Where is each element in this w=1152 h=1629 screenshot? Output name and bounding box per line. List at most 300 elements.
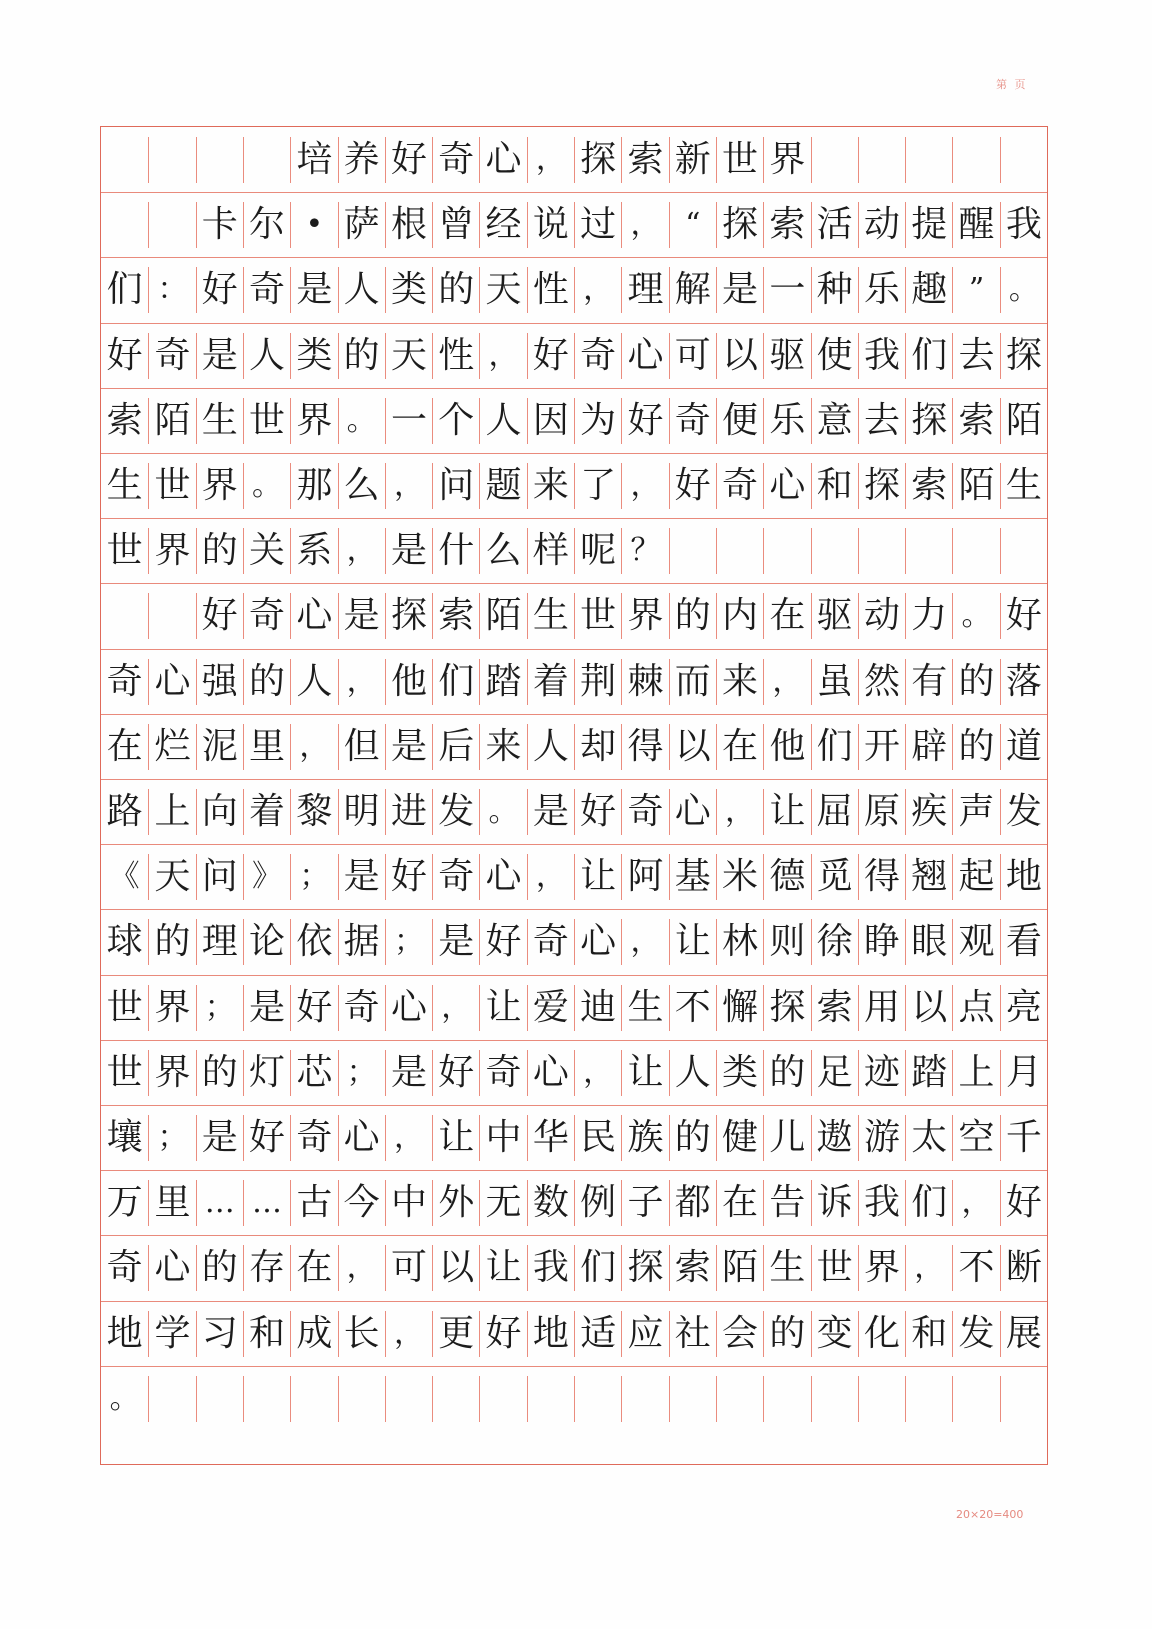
- grid-cell: 奇: [432, 137, 479, 183]
- grid-cell: 好: [574, 789, 621, 835]
- grid-cell: 《: [109, 859, 140, 895]
- grid-cell: 心: [479, 854, 526, 900]
- grid-cell: 探: [905, 398, 952, 444]
- grid-cell: 奇: [243, 593, 290, 639]
- grid-row: [101, 528, 1047, 574]
- grid-cell: 空: [952, 1115, 999, 1161]
- grid-cell: 在: [716, 1180, 763, 1226]
- grid-cell: 壤: [106, 1117, 143, 1158]
- grid-cell: 内: [716, 593, 763, 639]
- grid-cell: [1000, 137, 1047, 183]
- grid-cell: 什: [432, 528, 479, 574]
- grid-cell: 林: [716, 919, 763, 965]
- grid-cell: 问: [196, 854, 243, 900]
- grid-cell: 球: [106, 921, 143, 963]
- grid-cell: 索: [905, 463, 952, 509]
- grid-cell: [811, 137, 858, 183]
- grid-row: [101, 789, 1047, 835]
- grid-cell: 心: [669, 789, 716, 835]
- grid-cell: 世: [716, 137, 763, 183]
- grid-cell: 都: [669, 1180, 716, 1226]
- grid-cell: 根: [385, 202, 432, 248]
- grid-cell: 过: [574, 202, 621, 248]
- grid-cell: 是: [196, 333, 243, 379]
- grid-cell: 解: [669, 267, 716, 313]
- grid-cell: 应: [621, 1311, 668, 1357]
- grid-cell: [148, 1376, 195, 1422]
- page-number-mark: 第 页: [996, 78, 1028, 91]
- grid-cell: 着: [527, 659, 574, 705]
- grid-cell: 。: [1000, 267, 1047, 313]
- grid-cell: 心: [763, 463, 810, 509]
- grid-cell: 但: [338, 724, 385, 770]
- grid-cell: 关: [243, 528, 290, 574]
- grid-cell: 来: [716, 659, 763, 705]
- grid-cell: 太: [905, 1115, 952, 1161]
- grid-cell: 索: [811, 985, 858, 1031]
- grid-cell: 。: [479, 789, 526, 835]
- grid-cell: [290, 1376, 337, 1422]
- grid-cell: 世: [106, 530, 143, 572]
- grid-cell: 活: [811, 202, 858, 248]
- grid-cell: 在: [716, 724, 763, 770]
- grid-cell: [858, 1376, 905, 1422]
- grid-cell: 说: [527, 202, 574, 248]
- grid-cell: 据: [338, 919, 385, 965]
- grid-cell: [952, 1376, 999, 1422]
- grid-cell: ；: [385, 919, 432, 965]
- grid-cell: 新: [669, 137, 716, 183]
- grid-cell: 疾: [905, 789, 952, 835]
- grid-row: [101, 659, 1047, 705]
- grid-row: [101, 137, 1047, 183]
- grid-cell: 心: [290, 593, 337, 639]
- grid-cell: 展: [1000, 1311, 1047, 1357]
- grid-cell: 个: [432, 398, 479, 444]
- grid-cell: ，: [479, 333, 526, 379]
- grid-cell: 好: [669, 463, 716, 509]
- grid-cell: [574, 1376, 621, 1422]
- grid-cell: 让: [432, 1115, 479, 1161]
- grid-cell: 世: [106, 986, 143, 1028]
- grid-cell: ，: [338, 1245, 385, 1291]
- grid-cell: 曾: [432, 202, 479, 248]
- grid-cell: 心: [479, 137, 526, 183]
- grid-cell: ，: [574, 267, 621, 313]
- grid-cell: 里: [243, 724, 290, 770]
- grid-cell: 人: [527, 724, 574, 770]
- grid-cell: [669, 528, 716, 574]
- grid-cell: ，: [621, 202, 668, 248]
- grid-cell: 为: [574, 398, 621, 444]
- grid-cell: 世: [574, 593, 621, 639]
- grid-cell: 好: [1000, 1180, 1047, 1226]
- grid-cell: [952, 137, 999, 183]
- grid-cell: 题: [479, 463, 526, 509]
- grid-cell: 辟: [905, 724, 952, 770]
- grid-row: [101, 724, 1047, 770]
- grid-cell: 道: [1000, 724, 1047, 770]
- grid-cell: 不: [669, 985, 716, 1031]
- grid-cell: ，: [574, 1050, 621, 1096]
- grid-cell: ，: [621, 463, 668, 509]
- grid-cell: 让: [574, 854, 621, 900]
- grid-cell: [148, 202, 195, 248]
- grid-cell: 族: [621, 1115, 668, 1161]
- grid-cell: 奇: [527, 919, 574, 965]
- grid-cell: 以: [432, 1245, 479, 1291]
- grid-cell: 索: [952, 398, 999, 444]
- grid-cell: 奇: [148, 333, 195, 379]
- grid-cell: 我: [858, 333, 905, 379]
- grid-cell: 以: [905, 985, 952, 1031]
- grid-cell: 烂: [148, 724, 195, 770]
- grid-cell: 生: [527, 593, 574, 639]
- grid-row: [101, 1376, 1047, 1422]
- grid-cell: 无: [479, 1180, 526, 1226]
- grid-cell: 虽: [811, 659, 858, 705]
- grid-cell: 好: [106, 334, 143, 376]
- grid-cell: 告: [763, 1180, 810, 1226]
- grid-cell: ；: [148, 1115, 195, 1161]
- grid-cell: 他: [385, 659, 432, 705]
- grid-cell: 亮: [1000, 985, 1047, 1031]
- grid-cell: …: [196, 1180, 243, 1226]
- grid-cell: [243, 137, 290, 183]
- grid-cell: 可: [385, 1245, 432, 1291]
- grid-cell: 类: [385, 267, 432, 313]
- grid-cell: 好: [243, 1115, 290, 1161]
- grid-cell: 天: [479, 267, 526, 313]
- grid-cell: 会: [716, 1311, 763, 1357]
- grid-cell: 界: [148, 528, 195, 574]
- grid-cell: 在: [106, 725, 143, 767]
- grid-cell: 发: [952, 1311, 999, 1357]
- grid-cell: 是: [385, 724, 432, 770]
- grid-cell: 依: [290, 919, 337, 965]
- grid-cell: [479, 1376, 526, 1422]
- grid-cell: 们: [106, 269, 143, 311]
- grid-cell: 月: [1000, 1050, 1047, 1096]
- grid-cell: 生: [621, 985, 668, 1031]
- grid-cell: 醒: [952, 202, 999, 248]
- grid-cell: 得: [858, 854, 905, 900]
- grid-cell: [669, 1376, 716, 1422]
- grid-cell: 古: [290, 1180, 337, 1226]
- grid-cell: 去: [952, 333, 999, 379]
- grid-cell: 来: [527, 463, 574, 509]
- manuscript-grid: [100, 126, 1048, 1465]
- grid-cell: 问: [432, 463, 479, 509]
- grid-cell: 动: [858, 593, 905, 639]
- grid-cell: 的: [338, 333, 385, 379]
- grid-cell: 类: [716, 1050, 763, 1096]
- grid-cell: 好: [479, 919, 526, 965]
- grid-cell: [101, 137, 148, 183]
- grid-cell: 好: [196, 593, 243, 639]
- grid-cell: 健: [716, 1115, 763, 1161]
- grid-cell: 变: [811, 1311, 858, 1357]
- grid-cell: 种: [811, 267, 858, 313]
- grid-cell: [1000, 1376, 1047, 1422]
- grid-cell: 地: [527, 1311, 574, 1357]
- grid-cell: 是: [716, 267, 763, 313]
- grid-cell: 地: [1000, 854, 1047, 900]
- grid-cell: 探: [763, 985, 810, 1031]
- grid-row: [101, 1050, 1047, 1096]
- grid-cell: 的: [196, 1050, 243, 1096]
- grid-cell: 是: [290, 267, 337, 313]
- grid-cell: 人: [669, 1050, 716, 1096]
- grid-cell: 在: [290, 1245, 337, 1291]
- grid-cell: 的: [952, 724, 999, 770]
- grid-cell: ，: [385, 463, 432, 509]
- grid-cell: ，: [621, 919, 668, 965]
- grid-cell: 灯: [243, 1050, 290, 1096]
- grid-cell: 力: [905, 593, 952, 639]
- grid-cell: 世: [811, 1245, 858, 1291]
- grid-cell: 理: [196, 919, 243, 965]
- grid-row: [101, 593, 1047, 639]
- grid-cell: 陌: [716, 1245, 763, 1291]
- grid-cell: 好: [1000, 593, 1047, 639]
- grid-cell: [101, 593, 148, 639]
- grid-cell: 奇: [669, 398, 716, 444]
- grid-cell: 样: [527, 528, 574, 574]
- grid-cell: [905, 528, 952, 574]
- grid-cell: 是: [338, 593, 385, 639]
- grid-cell: 奇: [243, 267, 290, 313]
- grid-cell: 声: [952, 789, 999, 835]
- grid-cell: 界: [290, 398, 337, 444]
- grid-cell: 睁: [858, 919, 905, 965]
- grid-cell: 索: [432, 593, 479, 639]
- grid-cell: 让: [669, 919, 716, 965]
- grid-cell: 断: [1000, 1245, 1047, 1291]
- grid-cell: 习: [196, 1311, 243, 1357]
- grid-cell: ？: [621, 528, 668, 574]
- grid-cell: 们: [432, 659, 479, 705]
- grid-cell: 世: [148, 463, 195, 509]
- grid-cell: 心: [148, 1245, 195, 1291]
- grid-cell: 性: [527, 267, 574, 313]
- grid-cell: 培: [290, 137, 337, 183]
- grid-cell: 是: [338, 854, 385, 900]
- grid-cell: 。: [109, 1380, 140, 1416]
- grid-cell: …: [243, 1180, 290, 1226]
- grid-cell: 因: [527, 398, 574, 444]
- grid-cell: [858, 137, 905, 183]
- grid-cell: 尔: [243, 202, 290, 248]
- grid-cell: 性: [432, 333, 479, 379]
- grid-cell: 的: [196, 528, 243, 574]
- grid-cell: [763, 1376, 810, 1422]
- grid-cell: ；: [290, 854, 337, 900]
- grid-cell: ，: [338, 528, 385, 574]
- grid-cell: 以: [716, 333, 763, 379]
- grid-cell: 以: [669, 724, 716, 770]
- grid-cell: 索: [669, 1245, 716, 1291]
- grid-cell: 探: [1000, 333, 1047, 379]
- grid-cell: 人: [338, 267, 385, 313]
- grid-cell: 心: [385, 985, 432, 1031]
- grid-cell: 芯: [290, 1050, 337, 1096]
- grid-cell: 让: [621, 1050, 668, 1096]
- grid-cell: 则: [763, 919, 810, 965]
- grid-cell: 的: [763, 1311, 810, 1357]
- grid-cell: 乐: [763, 398, 810, 444]
- grid-cell: [716, 528, 763, 574]
- grid-cell: 好: [290, 985, 337, 1031]
- grid-cell: 陌: [148, 398, 195, 444]
- grid-cell: 不: [952, 1245, 999, 1291]
- grid-cell: 界: [621, 593, 668, 639]
- grid-cell: 系: [290, 528, 337, 574]
- grid-cell: 和: [905, 1311, 952, 1357]
- grid-cell: 索: [763, 202, 810, 248]
- grid-cell: 奇: [716, 463, 763, 509]
- grid-cell: 让: [479, 1245, 526, 1291]
- grid-cell: 而: [669, 659, 716, 705]
- grid-cell: [148, 593, 195, 639]
- grid-cell: 们: [811, 724, 858, 770]
- grid-cell: 原: [858, 789, 905, 835]
- grid-cell: [196, 1376, 243, 1422]
- grid-cell: 踏: [905, 1050, 952, 1096]
- grid-cell: 界: [763, 137, 810, 183]
- grid-cell: 界: [148, 1050, 195, 1096]
- grid-cell: 眼: [905, 919, 952, 965]
- grid-cell: 动: [858, 202, 905, 248]
- grid-cell: 类: [290, 333, 337, 379]
- grid-cell: 落: [1000, 659, 1047, 705]
- grid-cell: 观: [952, 919, 999, 965]
- grid-cell: 的: [243, 659, 290, 705]
- grid-cell: 经: [479, 202, 526, 248]
- grid-cell: 的: [148, 919, 195, 965]
- grid-cell: 人: [290, 659, 337, 705]
- grid-cell: [148, 137, 195, 183]
- grid-row: [101, 463, 1047, 509]
- grid-cell: 么: [338, 463, 385, 509]
- grid-cell: ”: [952, 267, 999, 313]
- grid-cell: 》: [243, 854, 290, 900]
- grid-cell: 趣: [905, 267, 952, 313]
- grid-cell: ，: [716, 789, 763, 835]
- grid-cell: 心: [527, 1050, 574, 1096]
- grid-cell: 的: [669, 1115, 716, 1161]
- grid-cell: 提: [905, 202, 952, 248]
- grid-cell: 呢: [574, 528, 621, 574]
- grid-cell: 路: [106, 791, 143, 832]
- grid-cell: 进: [385, 789, 432, 835]
- grid-cell: [1000, 528, 1047, 574]
- grid-cell: 中: [385, 1180, 432, 1226]
- grid-cell: [621, 1376, 668, 1422]
- grid-cell: 遨: [811, 1115, 858, 1161]
- grid-row: [101, 1180, 1047, 1226]
- grid-cell: 生: [106, 465, 143, 506]
- grid-cell: 探: [716, 202, 763, 248]
- grid-cell: 人: [243, 333, 290, 379]
- grid-cell: 好: [479, 1311, 526, 1357]
- grid-cell: 踏: [479, 659, 526, 705]
- grid-row: [101, 333, 1047, 379]
- grid-cell: 去: [858, 398, 905, 444]
- grid-row: [101, 919, 1047, 965]
- grid-cell: 可: [669, 333, 716, 379]
- grid-cell: 好: [527, 333, 574, 379]
- grid-row: [101, 267, 1047, 313]
- grid-cell: 中: [479, 1115, 526, 1161]
- grid-cell: ，: [952, 1180, 999, 1226]
- grid-cell: 好: [385, 137, 432, 183]
- grid-cell: 长: [338, 1311, 385, 1357]
- grid-cell: 来: [479, 724, 526, 770]
- grid-cell: 有: [905, 659, 952, 705]
- grid-cell: 们: [574, 1245, 621, 1291]
- grid-row: [101, 202, 1047, 248]
- grid-cell: 那: [290, 463, 337, 509]
- grid-cell: 和: [243, 1311, 290, 1357]
- grid-cell: 驱: [763, 333, 810, 379]
- grid-cell: 奇: [290, 1115, 337, 1161]
- grid-cell: [811, 528, 858, 574]
- grid-row: [101, 854, 1047, 900]
- grid-cell: 得: [621, 724, 668, 770]
- grid-cell: 着: [243, 789, 290, 835]
- grid-cell: 子: [621, 1180, 668, 1226]
- grid-cell: 界: [858, 1245, 905, 1291]
- grid-cell: 养: [338, 137, 385, 183]
- grid-cell: •: [290, 202, 337, 248]
- grid-cell: 阿: [621, 854, 668, 900]
- grid-cell: 好: [432, 1050, 479, 1096]
- grid-cell: 足: [811, 1050, 858, 1096]
- grid-cell: ，: [905, 1245, 952, 1291]
- grid-cell: 心: [574, 919, 621, 965]
- grid-cell: 他: [763, 724, 810, 770]
- grid-cell: 屈: [811, 789, 858, 835]
- grid-cell: 奇: [574, 333, 621, 379]
- grid-cell: 明: [338, 789, 385, 835]
- grid-row: [101, 398, 1047, 444]
- grid-count-mark: 20×20=400: [956, 1508, 1024, 1521]
- grid-cell: ；: [196, 985, 243, 1031]
- grid-cell: 驱: [811, 593, 858, 639]
- grid-cell: [905, 137, 952, 183]
- grid-cell: 界: [148, 985, 195, 1031]
- grid-cell: 的: [763, 1050, 810, 1096]
- grid-cell: [243, 1376, 290, 1422]
- grid-cell: ，: [527, 854, 574, 900]
- grid-cell: 懈: [716, 985, 763, 1031]
- grid-cell: ，: [385, 1311, 432, 1357]
- grid-cell: 我: [527, 1245, 574, 1291]
- grid-cell: 是: [196, 1115, 243, 1161]
- grid-cell: [432, 1376, 479, 1422]
- grid-cell: [952, 528, 999, 574]
- grid-cell: 我: [858, 1180, 905, 1226]
- grid-cell: [196, 137, 243, 183]
- grid-cell: 发: [432, 789, 479, 835]
- grid-cell: 人: [479, 398, 526, 444]
- grid-cell: ，: [432, 985, 479, 1031]
- grid-cell: 千: [1000, 1115, 1047, 1161]
- grid-cell: 和: [811, 463, 858, 509]
- grid-cell: 上: [148, 789, 195, 835]
- grid-cell: 乐: [858, 267, 905, 313]
